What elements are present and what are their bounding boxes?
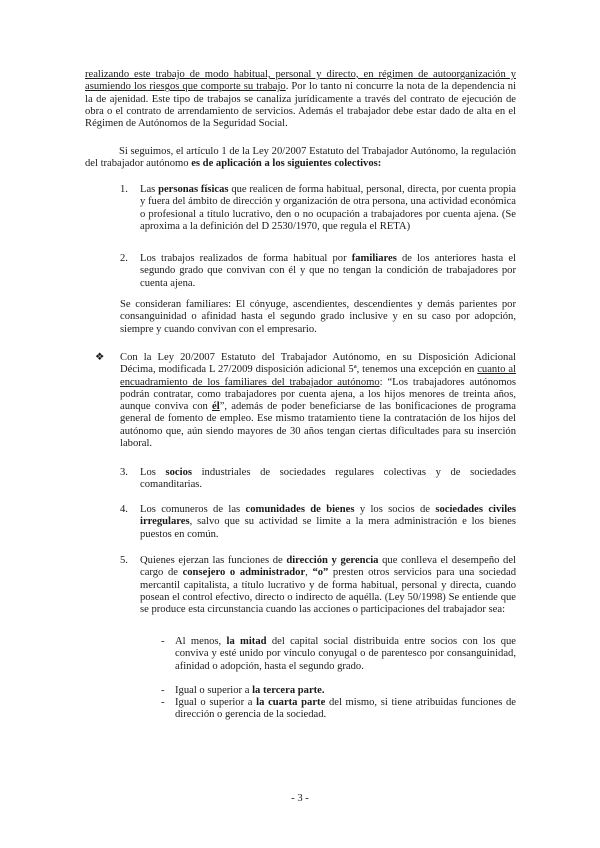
item-5-bold2: consejero o administrador [182, 567, 306, 579]
item-3-pre: Los [140, 467, 166, 478]
familiares-paragraph: Se consideran familiares: El cónyuge, ascendientes, descendientes y demás parientes por consanguinidad o afinidad hasta el segundo grado inclusive y en su caso por adopción, siempre y cuando convivan con el empresario. [120, 299, 516, 335]
item-2-post: de los anteriores hasta el segundo grado que convivan con él y que no tengan la condición de trabajadores por cuenta ajena. [140, 253, 516, 289]
exception-paragraph [120, 352, 516, 450]
sub-item-3-post: del mismo, si tiene atribuidas funciones de dirección o gerencia de la sociedad. [175, 697, 517, 721]
item-4-number: 4. [120, 504, 128, 515]
item-3-number: 3. [120, 467, 128, 478]
item-3-post: industriales de sociedades regulares colectivas y de sociedades comanditarias. [140, 467, 516, 491]
item-2-number: 2. [120, 253, 128, 264]
sub-item-1 [175, 636, 516, 673]
sub-item-1-pre: Al menos, [175, 636, 227, 647]
intro-rest: . Por lo tanto ni concurre la nota de la dependencia ni la de ajenidad. Este tipo de trabajos se canaliza jurídicamente a través del contrato de ejecución de obra o el contrato de arrendamiento de servicios. Además el trabajador debe estar dado de alta en el Régimen de Autónomos de la Seguridad Social. [85, 81, 517, 130]
item-3-bold: socios [165, 467, 192, 478]
item-2-pre: Los trabajos realizados de forma habitual por [140, 253, 352, 264]
exception-underlined: cuanto al encuadramiento de los familiares del trabajador autónomo [120, 364, 516, 388]
item-5-bold3: “o” [312, 567, 329, 579]
sub-item-3-bold: la cuarta parte [256, 697, 326, 708]
item-5-number: 5. [120, 555, 128, 566]
item-5-post: presten otros servicios para una sociedad mercantil capitalista, a título lucrativo y de forma habitual, personal y directa, cuando posean el control efectivo, directo o indirecto de aquélla. (Ley 50/1998) Se entiende que se produce esta circunstancia cuando las acciones o participaciones del trabajador sea: [140, 567, 517, 616]
sub-item-dash: - [161, 636, 165, 647]
sub-item-2 [175, 685, 516, 697]
item-1-number: 1. [120, 184, 128, 195]
item-4-bold2: sociedades civiles irregulares [140, 504, 516, 528]
statute-text: Si seguimos, el artículo 1 de la Ley 20/2007 Estatuto del Trabajador Autónomo, la regulación del trabajador autónomo [85, 146, 516, 170]
item-2-text [140, 253, 516, 290]
item-4-bold1: comunidades de bienes [245, 504, 355, 515]
sub-item-1-bold: la mitad [226, 636, 267, 647]
exception-bold: él [212, 401, 220, 413]
sub-item-1-post: del capital social distribuida entre socios con los que conviva y esté unido por vínculo conyugal o de parentesco por consanguinidad, afinidad o adopción, hasta el segundo grado. [175, 636, 517, 672]
sub-item-3-pre: Igual o superior a [175, 697, 257, 708]
page-number: - 3 - [291, 793, 309, 804]
intro-paragraph [85, 69, 516, 130]
item-1-pre: Las [140, 184, 159, 195]
item-4-pre: Los comuneros de las [140, 504, 246, 515]
item-5-mid1: que conlleva el desempeño del cargo de [140, 555, 516, 579]
item-5-pre: Quienes ejerzan las funciones de [140, 555, 287, 566]
item-3-text [140, 467, 516, 492]
statute-bold: es de aplicación a los siguientes colectivos: [191, 158, 382, 170]
diamond-bullet-icon: ❖ [95, 352, 105, 363]
item-1-text [140, 184, 516, 233]
item-1-post: que realicen de forma habitual, personal, directa, por cuenta propia y fuera del ámbito de dirección y organización de otra persona, una actividad económica o profesional a título lucrativo, den o no ocupación a trabajadores por cuenta ajena. (Se aproxima a la definición del D 2530/1970, que regula el RETA) [140, 184, 516, 232]
item-4-post: , salvo que su actividad se limite a la mera administración e los bienes puestos en común. [140, 516, 516, 540]
sub-item-2-pre: Igual o superior a [175, 685, 253, 696]
exception-pre: Con la Ley 20/2007 Estatuto del Trabajador Autónomo, en su Disposición Adicional Décima, modificada L 27/2009 disposición adicional 5ª, tenemos una excepción en [120, 352, 516, 376]
sub-item-dash: - [161, 697, 165, 708]
sub-item-2-bold: la tercera parte. [252, 685, 325, 696]
statute-paragraph [85, 146, 516, 171]
item-5-text [140, 555, 516, 616]
item-2-bold: familiares [351, 253, 397, 264]
item-4-mid: y los socios de [354, 504, 436, 515]
exception-mid: : “Los trabajadores autónomos podrán contratar, como trabajadores por cuenta ajena, a los hijos menores de treinta años, aunque conviva con [120, 376, 516, 413]
item-5-mid2: , [305, 567, 313, 579]
sub-item-dash: - [161, 685, 165, 696]
item-4-text [140, 504, 516, 541]
item-5-bold1: dirección y gerencia [286, 555, 379, 566]
exception-post: ”, además de poder beneficiarse de las bonificaciones de programa general de fomento de empleo. Ese mismo tratamiento tiene la contratación de los hijos del autónomo que, aún siendo mayores de 30 años tengan ciertas dificultades para su inserción laboral. [120, 401, 517, 450]
intro-underlined: realizando este trabajo de modo habitual, personal y directo, en régimen de autoorganización y asumiendo los riesgos que comporte su trabajo [85, 69, 516, 93]
item-1-bold: personas físicas [158, 184, 229, 195]
sub-item-3 [175, 697, 516, 722]
